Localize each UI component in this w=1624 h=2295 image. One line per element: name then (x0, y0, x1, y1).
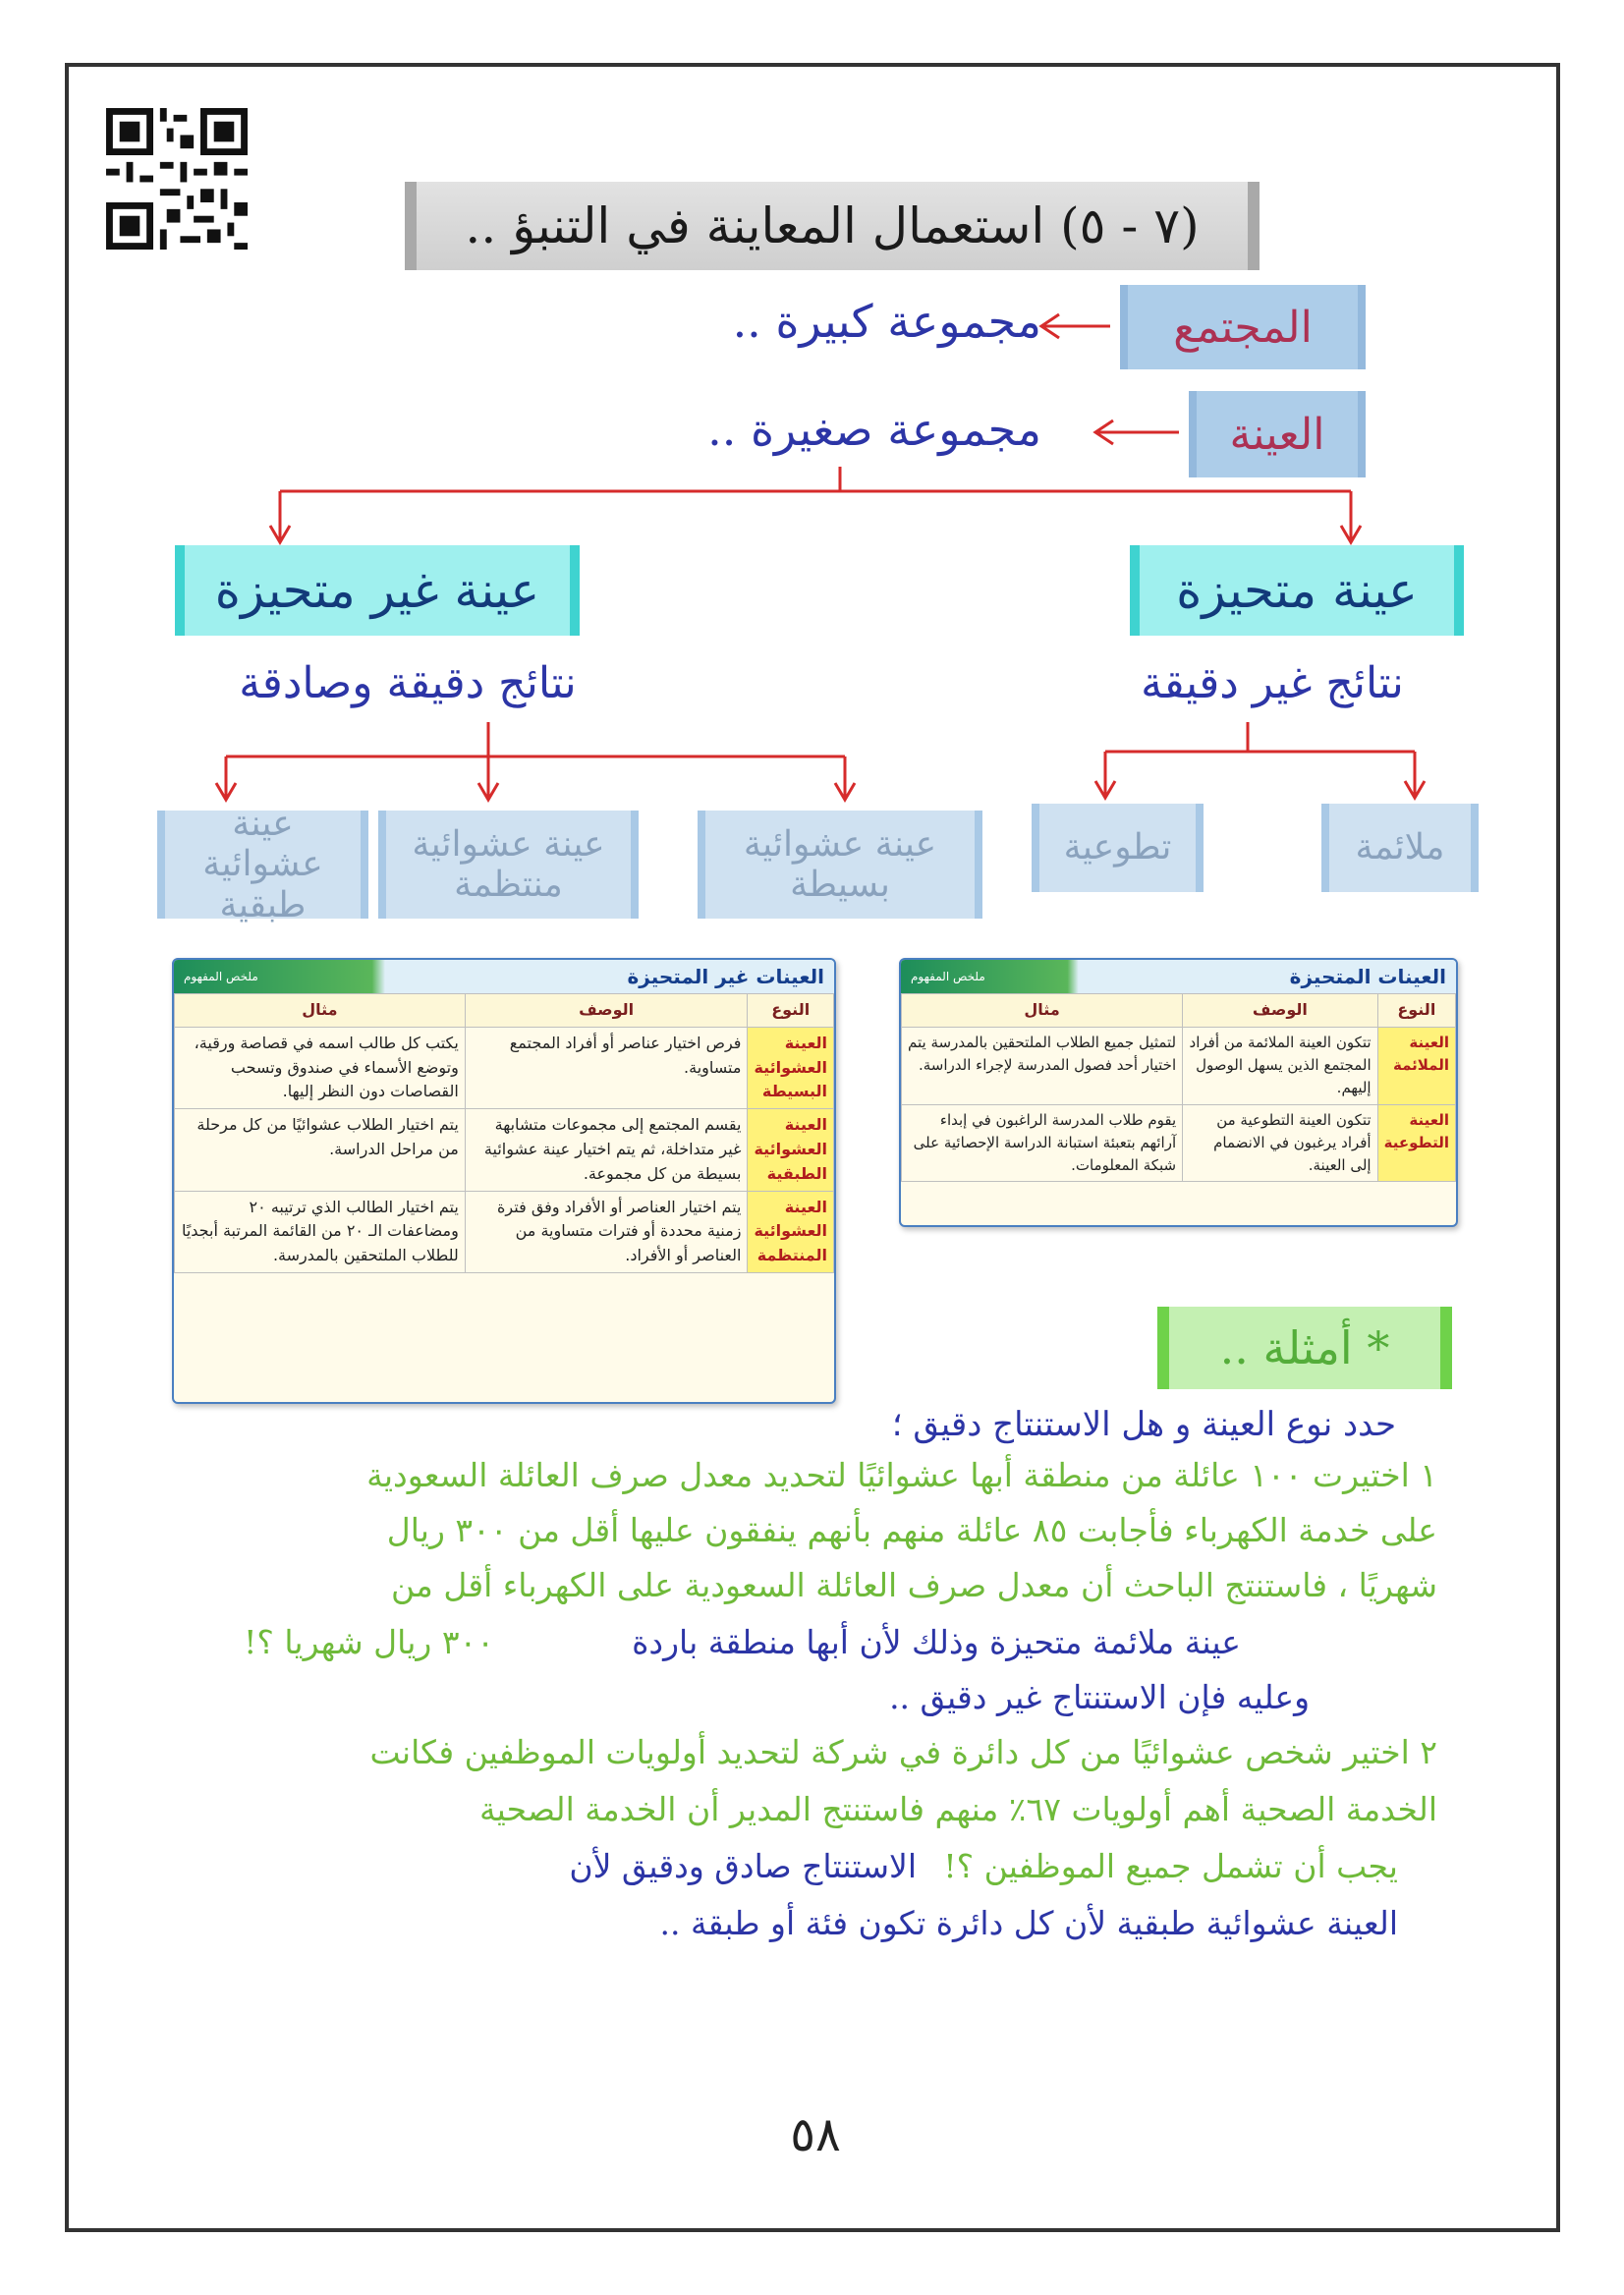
biased-table-header (901, 960, 1456, 993)
example1-answer: عينة ملائمة متحيزة وذلك لأن أبها منطقة باردة (632, 1623, 1241, 1661)
unbiased-sample-label: عينة غير متحيزة (214, 562, 540, 619)
table-cell-description: تتكون العينة الملائمة من أفراد المجتمع الذين يسهل الوصول إليهم. (1183, 1027, 1377, 1104)
examples-heading (1157, 1307, 1452, 1389)
unbiased-sample-box (175, 545, 580, 636)
column-header: الوصف (1183, 994, 1377, 1028)
table-row (902, 1027, 1456, 1104)
example1-line: شهريًا ، فاستنتج الباحث أن معدل صرف العائلة السعودية على الكهرباء أقل من (391, 1566, 1437, 1604)
biased-table-title: العينات المتحيزة (1289, 965, 1446, 988)
biased-table-tag: ملخص المفهوم (911, 970, 985, 983)
unbiased-result: نتائج دقيقة وصادقة (239, 658, 577, 708)
column-header: الوصف (465, 994, 748, 1028)
simple-random-type-box (698, 811, 982, 919)
examples-instruction: حدد نوع العينة و هل الاستنتاج دقيق ؛ (891, 1405, 1396, 1444)
biased-table-grid (901, 993, 1456, 1182)
page-number: ٥٨ (790, 2107, 841, 2162)
table-cell-description: يتم اختيار العناصر أو الأفراد وفق فترة زمنية محددة أو فترات متساوية من العناصر أو الأفراد. (465, 1191, 748, 1272)
unbiased-samples-table (172, 958, 836, 1404)
sample-definition: مجموعة صغيرة .. (707, 403, 1041, 456)
table-header-row (902, 994, 1456, 1028)
table-row (902, 1104, 1456, 1182)
unbiased-table-grid (174, 993, 834, 1273)
biased-samples-table (899, 958, 1458, 1227)
systematic-random-type-box (378, 811, 639, 919)
voluntary-type-label: تطوعية (1063, 827, 1172, 868)
convenience-type-box (1321, 804, 1479, 892)
example1-line: ١ اختيرت ١٠٠ عائلة من منطقة أبها عشوائيًا لتحديد معدل صرف العائلة السعودية (366, 1456, 1437, 1494)
table-cell-type: العينة العشوائية الطبقية (748, 1109, 834, 1191)
example1-line: ٣٠٠ ريال شهريا ؟! (244, 1623, 494, 1661)
biased-sample-box (1130, 545, 1464, 636)
table-cell-example: يتم اختيار الطلاب عشوائيًا من كل مرحلة من مراحل الدراسة. (175, 1109, 466, 1191)
table-cell-description: فرص اختيار عناصر أو أفراد المجتمع متساوية. (465, 1027, 748, 1108)
example2-line: ٢ اختير شخص عشوائيًا من كل دائرة في شركة لتحديد أولويات الموظفين فكانت (369, 1733, 1437, 1771)
table-cell-example: لتمثيل جميع الطلاب الملتحقين بالمدرسة يتم اختيار أحد فصول المدرسة لإجراء الدراسة. (902, 1027, 1183, 1104)
population-definition: مجموعة كبيرة .. (732, 295, 1041, 348)
table-cell-type: العينة العشوائية البسيطة (748, 1027, 834, 1108)
table-cell-type: العينة التطوعية (1377, 1104, 1455, 1182)
biased-sample-label: عينة متحيزة (1176, 562, 1418, 619)
voluntary-type-box (1032, 804, 1204, 892)
table-cell-example: يكتب كل طالب اسمه في قصاصة ورقية، وتوضع الأسماء في صندوق وتسحب القصاصات دون النظر إليها. (175, 1027, 466, 1108)
convenience-type-label: ملائمة (1355, 827, 1445, 868)
sample-label-text: العينة (1229, 409, 1325, 460)
examples-heading-text: * أمثلة .. (1219, 1321, 1390, 1374)
unbiased-table-header (174, 960, 834, 993)
example2-line: يجب أن تشمل جميع الموظفين ؟! (943, 1847, 1398, 1885)
example2-line: الخدمة الصحية أهم أولويات ٦٧٪ منهم فاستنتج المدير أن الخدمة الصحية (478, 1790, 1437, 1828)
page-title-text: (٧ - ٥) استعمال المعاينة في التنبؤ .. (465, 197, 1200, 254)
unbiased-table-title: العينات غير المتحيزة (627, 965, 824, 988)
table-row (175, 1191, 834, 1272)
stratified-random-type-label: عينة عشوائية طبقية (202, 803, 323, 925)
example1-line: على خدمة الكهرباء فأجابت ٨٥ عائلة منهم بأنهم ينفقون عليها أقل من ٣٠٠ ريال (386, 1511, 1437, 1549)
unbiased-table-tag: ملخص المفهوم (184, 970, 258, 983)
table-cell-type: العينة العشوائية المنتظمة (748, 1191, 834, 1272)
table-cell-example: يقوم طلاب المدرسة الراغبون في إبداء آرائهم بتعبئة استبانة الدراسة الإحصائية على شبكة المعلومات. (902, 1104, 1183, 1182)
biased-result: نتائج غير دقيقة (1141, 658, 1404, 708)
table-cell-description: يقسم المجتمع إلى مجموعات متشابهة غير متداخلة، ثم يتم اختيار عينة عشوائية بسيطة من كل مجموعة. (465, 1109, 748, 1191)
simple-random-type-label: عينة عشوائية بسيطة (743, 823, 937, 905)
column-header: النوع (748, 994, 834, 1028)
systematic-random-type-label: عينة عشوائية منتظمة (412, 823, 605, 905)
table-cell-type: العينة الملائمة (1377, 1027, 1455, 1104)
stratified-random-type-box (157, 803, 368, 925)
example1-conclusion: وعليه فإن الاستنتاج غير دقيق .. (889, 1678, 1310, 1716)
table-cell-description: تتكون العينة التطوعية من أفراد يرغبون في الانضمام إلى العينة. (1183, 1104, 1377, 1182)
population-label-text: المجتمع (1173, 302, 1313, 353)
column-header: النوع (1377, 994, 1455, 1028)
example2-conclusion: العينة عشوائية طبقية لأن كل دائرة تكون فئة أو طبقة .. (659, 1904, 1398, 1942)
column-header: مثال (902, 994, 1183, 1028)
table-row (175, 1109, 834, 1191)
table-cell-example: يتم اختيار الطالب الذي ترتيبه ٢٠ ومضاعفات الـ ٢٠ من القائمة المرتبة أبجديًا للطلاب الملتحقين بالمدرسة. (175, 1191, 466, 1272)
table-row (175, 1027, 834, 1108)
example2-answer: الاستنتاج صادق ودقيق لأن (569, 1847, 917, 1885)
table-header-row (175, 994, 834, 1028)
column-header: مثال (175, 994, 466, 1028)
